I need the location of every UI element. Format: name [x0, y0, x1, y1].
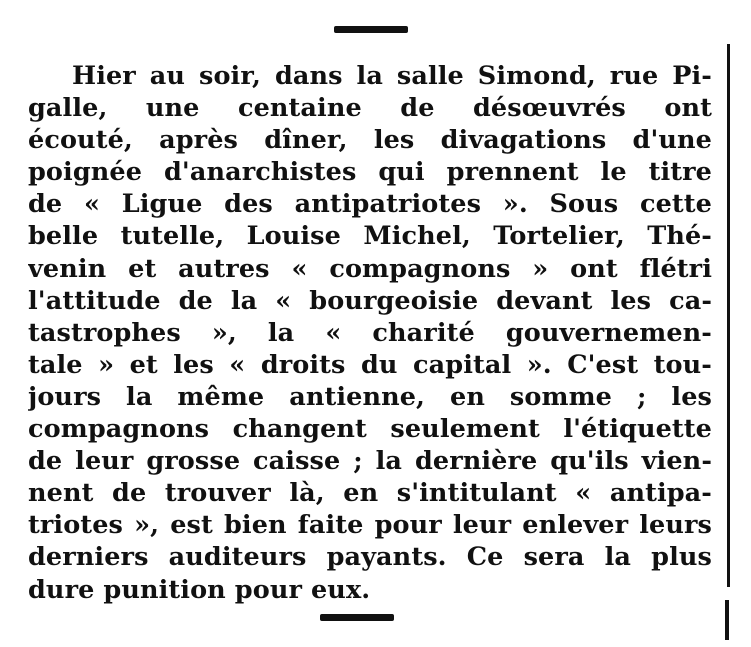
article-line: nent de trouver là, en s'intitulant « antipa- — [28, 478, 712, 509]
article-paragraph — [28, 60, 712, 606]
article-line: jours la même antienne, en somme ; les — [28, 381, 712, 412]
article-line: l'attitude de la « bourgeoisie devant les ca- — [28, 285, 712, 316]
article-line: triotes », est bien faite pour leur enlever leurs — [28, 510, 712, 541]
article-line: derniers auditeurs payants. Ce sera la plus — [28, 542, 712, 573]
article-line: compagnons changent seulement l'étiquette — [28, 414, 712, 445]
column-margin-line — [727, 44, 730, 587]
article-line: tastrophes », la « charité gouvernemen- — [28, 317, 712, 348]
article-line: de « Ligue des antipatriotes ». Sous cette — [28, 189, 712, 220]
article-line: belle tutelle, Louise Michel, Tortelier, Thé- — [28, 221, 712, 252]
article-line: venin et autres « compagnons » ont flétri — [28, 253, 712, 284]
article-line: poignée d'anarchistes qui prennent le titre — [28, 157, 712, 188]
article-line: Hier au soir, dans la salle Simond, rue Pi- — [72, 61, 712, 91]
article-line: écouté, après dîner, les divagations d'une — [28, 125, 712, 156]
column-margin-line-lower — [725, 600, 729, 640]
article-line: tale » et les « droits du capital ». C'est tou- — [28, 349, 712, 380]
article-line: dure punition pour eux. — [28, 574, 371, 605]
article-line: de leur grosse caisse ; la dernière qu'ils vien- — [28, 446, 712, 477]
article-line: galle, une centaine de désœuvrés ont — [28, 93, 712, 124]
bottom-separator-rule — [320, 614, 394, 621]
top-separator-rule — [334, 26, 408, 33]
